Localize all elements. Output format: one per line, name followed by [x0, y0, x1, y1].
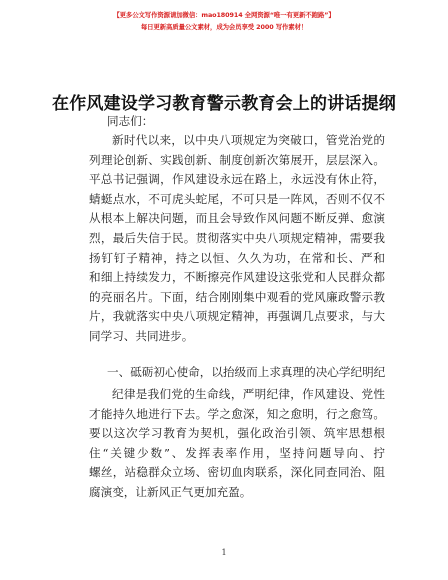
paragraph-1-line: 平总书记强调，作风建设永远在路上，永远没有休止符，	[89, 172, 385, 187]
paragraph-1-line: 片，我就落实中央八项规定精神，再强调几点要求，与大	[89, 309, 385, 324]
paragraph-1-line: 和细上持续发力，不断擦亮作风建设这张党和人民群众都	[89, 270, 385, 285]
paragraph-1-line: 的亮丽名片。下面，结合刚刚集中观看的党风廉政警示教	[89, 289, 385, 304]
paragraph-1-line: 同学习、共同进步。	[89, 328, 194, 343]
paragraph-2-line: 要以这次学习教育为契机，强化政治引领、筑牢思想根	[89, 426, 385, 441]
page-number: 1	[221, 548, 227, 557]
paragraph-1-line: 扬钉钉子精神，持之以恒、久久为功，在常和长、严和	[89, 250, 385, 265]
paragraph-2	[89, 385, 385, 503]
paragraph-2-line: 住“关键少数”、发挥表率作用，坚持问题导向、拧	[89, 445, 385, 460]
paragraph-1-line: 新时代以来，以中央八项规定为突破口，管党治党的	[112, 133, 385, 147]
paragraph-2-line: 才能持久地进行下去。学之愈深，知之愈明，行之愈笃。	[89, 406, 385, 421]
paragraph-2-line: 纪律是我们党的生命线，严明纪律，作风建设、党性	[112, 387, 385, 401]
section-1-heading: 一、砥砺初心使命，以抬级而上求真理的决心学纪明纪	[107, 365, 386, 379]
paragraph-2-line: 螺丝，站稳群众立场、密切血肉联系，深化同查同治、阻	[89, 465, 385, 480]
paragraph-1	[89, 131, 385, 347]
paragraph-1-line: 列理论创新、实践创新、制度创新次第展开，层层深入。	[89, 152, 385, 167]
paragraph-1-line: 从根本上解决问题，而且会导致作风问题不断反弹、愈演	[89, 211, 385, 226]
paragraph-1-line: 蜻蜓点水，不可虎头蛇尾，不可只是一阵风，否则不仅不	[89, 191, 385, 206]
paragraph-1-line: 烈，最后失信于民。贯彻落实中央八项规定精神，需要我	[89, 230, 385, 245]
promo-banner-line-2: 每日更新高质量公文素材，成为会员享受 2000 写作素材！	[140, 23, 308, 31]
greeting: 同志们：	[107, 114, 154, 128]
document-title: 在作风建设学习教育警示教育会上的讲话提纲	[52, 94, 396, 114]
promo-banner-line-1: 【更多公文写作资源请加微信：mao180914 全网资源“唯一有更新不跑路”】	[113, 11, 335, 19]
paragraph-2-line: 腐演变，让新风正气更加充盈。	[89, 484, 252, 499]
